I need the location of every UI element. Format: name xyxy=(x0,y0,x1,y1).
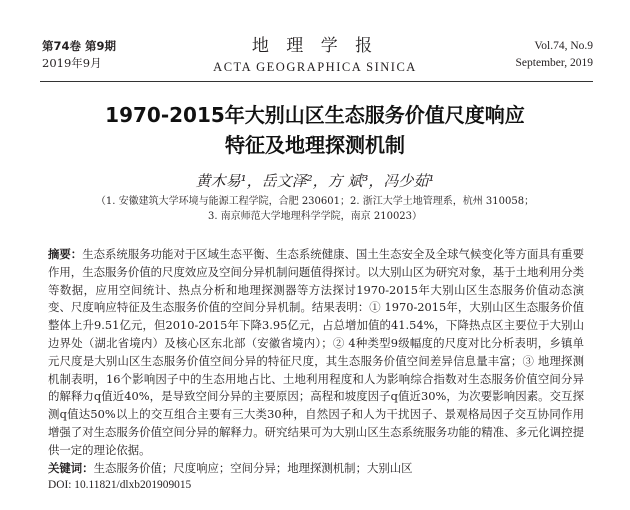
doi[interactable]: DOI: 10.11821/dlxb201909015 xyxy=(48,479,192,492)
title-line-2: 特征及地理探测机制 xyxy=(225,133,405,157)
abstract xyxy=(48,246,584,460)
volume-issue-en: Vol.74, No.9 xyxy=(534,40,593,52)
keywords-label: 关键词： xyxy=(48,460,94,475)
journal-name-cn: 地 理 学 报 xyxy=(251,36,379,56)
volume-issue-cn: 第74卷 第9期 xyxy=(42,39,117,53)
abstract-block xyxy=(48,246,584,495)
date-cn: 2019年9月 xyxy=(42,56,102,70)
header-divider xyxy=(40,81,593,82)
keywords-text: 生态服务价值；尺度响应；空间分异；地理探测机制；大别山区 xyxy=(93,460,413,475)
title-line-1: 1970-2015年大别山区生态服务价值尺度响应 xyxy=(105,103,525,127)
paper-title xyxy=(30,100,600,160)
journal-header xyxy=(0,0,630,88)
affiliations xyxy=(0,194,630,224)
author-list: 黄木易¹，岳文泽²，方 斌³，冯少茹¹ xyxy=(195,172,435,190)
abstract-text: 生态系统服务功能对于区域生态平衡、生态系统健康、国土生态安全及全球气候变化等方面具有重要作用，生态服务价值的尺度效应及空间分异机制问题值得探讨。以大别山区为研究对象，基于土地利用分类等数据，应用空间统计、热点分析和地理探测器等方法探讨1970-2015年大别山区生态服务价值动态演变、尺度响应特征及生态服务价值的空间分异机制。结果表明：① 1970-2015年，大别山区生态服务价值整体上升9.51亿元，但2010-2015年下降3.95亿元，占总增加值的41.54%，下降热点区主要位于大别山边界处（湖北省境内）及核心区东北部（安徽省境内）；② 4种类型9级幅度的尺度对比分析表明，乡镇单元尺度是大别山区生态服务价值空间分异的特征尺度，其生态服务价值空间差异信息量丰富；③ 地理探测机制表明，16个影响因子中的生态用地占比、土地利用程度和人为影响综合指数对生态服务价值空间分异的解释力q值近40%，是导致空间分异的主要原因；高程和坡度因子q值近30%，为次要影响因素。交互探测q值达50%以上的交互组合主要有三大类30种，自然因子和人为干扰因子、景观格局因子交互协同作用增强了对生态服务价值空间分异的解释力。研究结果可为大别山区生态系统服务功能的精准、多元化调控提供一定的理论依据。 xyxy=(48,247,584,457)
affiliation-line: 3. 南京师范大学地理科学学院，南京 210023） xyxy=(207,211,423,222)
date-en: September, 2019 xyxy=(515,57,593,69)
journal-name-en: ACTA GEOGRAPHICA SINICA xyxy=(213,60,417,74)
affiliation-line: （1. 安徽建筑大学环境与能源工程学院，合肥 230601；2. 浙江大学土地管理系，杭州 310058； xyxy=(95,196,535,207)
abstract-label: 摘要： xyxy=(48,247,83,261)
keywords xyxy=(48,460,584,478)
header-right xyxy=(516,38,593,72)
